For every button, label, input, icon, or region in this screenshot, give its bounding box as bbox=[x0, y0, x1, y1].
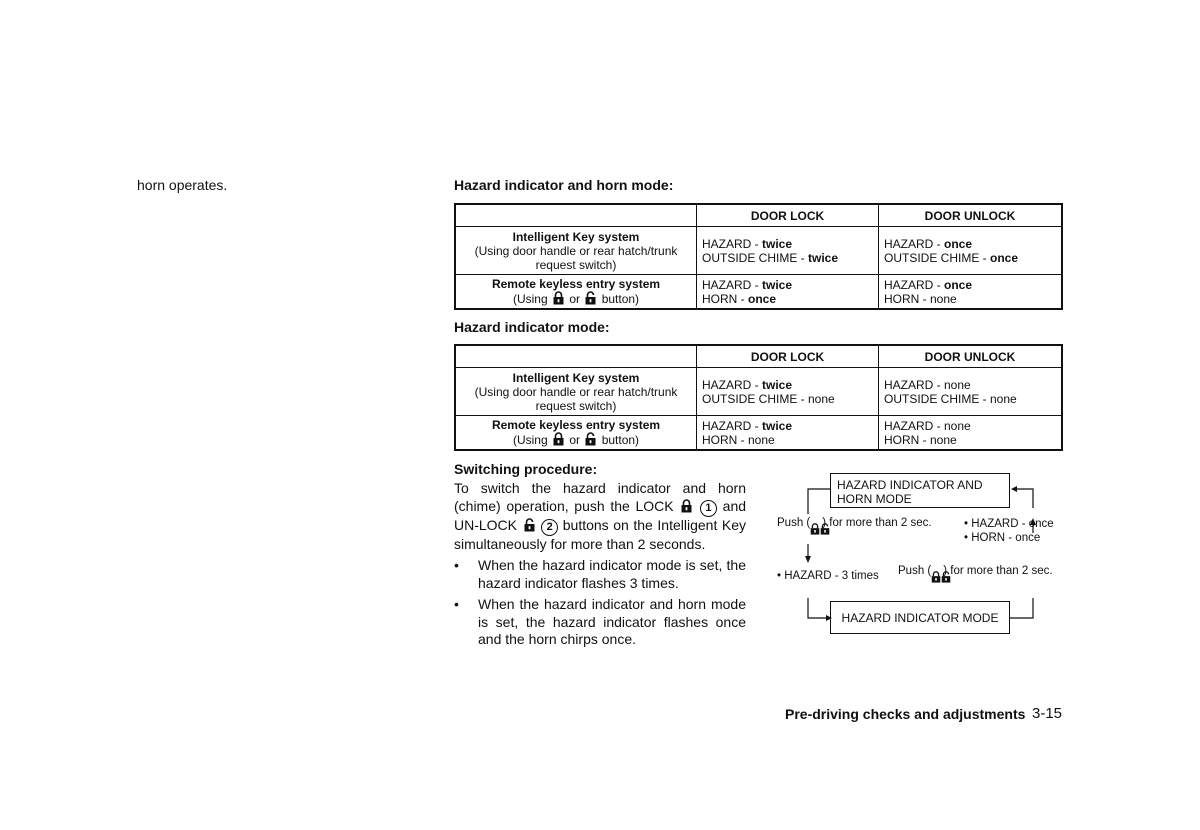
bullet-mark: • bbox=[454, 596, 459, 612]
unlock-icon bbox=[585, 291, 596, 305]
lock-unlock-pair bbox=[931, 571, 943, 583]
hazard-indicator-mode-box: HAZARD INDICATOR MODE bbox=[830, 601, 1010, 634]
instruction-text: buttons on the Intelligent Key simultaneously for more than 2 seconds. bbox=[454, 516, 747, 552]
switching-paragraph bbox=[454, 480, 746, 649]
cell-text: HORN - bbox=[702, 291, 748, 306]
row-label bbox=[455, 275, 697, 310]
arrow-line bbox=[1015, 489, 1033, 508]
label-or-text: or bbox=[569, 292, 580, 306]
door-unlock-cell bbox=[879, 368, 1063, 416]
table-header-empty bbox=[455, 204, 697, 227]
cell-text: HAZARD - bbox=[884, 277, 944, 292]
row-label-title: Remote keyless entry system bbox=[491, 277, 661, 291]
row-label-title: Remote keyless entry system bbox=[491, 418, 661, 432]
table-row bbox=[455, 416, 1062, 451]
arrow-line bbox=[808, 489, 830, 514]
bullet-text: When the hazard indicator and horn mode is set, the hazard indicator flashes once and the horn chirps once. bbox=[478, 596, 746, 647]
cell-value: once bbox=[944, 277, 973, 292]
label-button-text: button) bbox=[601, 433, 640, 447]
cell-text: OUTSIDE CHIME - bbox=[702, 250, 809, 265]
hazard-horn-table bbox=[454, 203, 1063, 310]
row-label-title: Intelligent Key system bbox=[512, 229, 640, 244]
cell-text: HAZARD - bbox=[702, 377, 762, 392]
row-label-sub: (Using door handle or rear hatch/trunk request switch) bbox=[474, 243, 678, 272]
cell-text: HAZARD - bbox=[702, 277, 762, 292]
cell-text: HAZARD - bbox=[702, 418, 762, 433]
cell-value: twice bbox=[762, 277, 793, 292]
door-unlock-cell bbox=[879, 275, 1063, 310]
lock-unlock-pair bbox=[810, 523, 822, 535]
table-header-door-unlock: DOOR UNLOCK bbox=[879, 204, 1063, 227]
table-header-door-lock: DOOR LOCK bbox=[697, 204, 879, 227]
list-item bbox=[454, 596, 746, 649]
list-item bbox=[454, 557, 746, 592]
push-text: Push ( bbox=[777, 517, 811, 529]
switching-instructions bbox=[454, 480, 746, 553]
cell-text: OUTSIDE CHIME - none bbox=[702, 391, 835, 406]
lock-icon bbox=[810, 523, 820, 535]
lock-icon bbox=[553, 432, 564, 446]
door-lock-cell bbox=[697, 227, 879, 275]
push-text: Push ( bbox=[898, 565, 932, 577]
push-instruction-right bbox=[898, 565, 1053, 583]
row-label bbox=[455, 227, 697, 275]
door-lock-cell bbox=[697, 416, 879, 451]
push-text: ) for more than 2 sec. bbox=[943, 565, 1053, 577]
table-header-door-unlock: DOOR UNLOCK bbox=[879, 345, 1063, 368]
table-row bbox=[455, 368, 1062, 416]
bullet-mark: • bbox=[454, 557, 459, 573]
result-item: • HORN - once bbox=[964, 532, 1041, 544]
table-header-empty bbox=[455, 345, 697, 368]
row-label-title: Intelligent Key system bbox=[512, 370, 640, 385]
cell-value: twice bbox=[762, 236, 793, 251]
label-or-text: or bbox=[569, 433, 580, 447]
mode-switch-diagram bbox=[770, 470, 1070, 640]
cell-text: OUTSIDE CHIME - bbox=[884, 250, 991, 265]
row-label-sub: (Using door handle or rear hatch/trunk request switch) bbox=[474, 384, 678, 413]
hazard-table bbox=[454, 344, 1063, 451]
push-text: ) for more than 2 sec. bbox=[822, 517, 932, 529]
push-instruction-left bbox=[777, 517, 932, 535]
door-lock-cell bbox=[697, 275, 879, 310]
arrow-head bbox=[805, 556, 811, 563]
lock-icon bbox=[681, 499, 692, 513]
callout-number: 1 bbox=[700, 500, 717, 517]
page-number: 3-15 bbox=[1032, 705, 1063, 722]
table-row bbox=[455, 275, 1062, 310]
label-using-text: (Using bbox=[512, 292, 548, 306]
arrow-line bbox=[1010, 598, 1033, 618]
door-unlock-cell bbox=[879, 416, 1063, 451]
hazard-horn-mode-box bbox=[830, 473, 1010, 508]
bullet-text: When the hazard indicator mode is set, the hazard indicator flashes 3 times. bbox=[478, 557, 746, 591]
box-text: HAZARD INDICATOR AND bbox=[837, 478, 983, 492]
cell-text: HORN - none bbox=[884, 432, 957, 447]
box-text: HORN MODE bbox=[837, 492, 912, 506]
cell-text: HAZARD - bbox=[702, 236, 762, 251]
cell-value: once bbox=[748, 291, 777, 306]
cell-text: HORN - none bbox=[702, 432, 775, 447]
cell-text: HAZARD - none bbox=[884, 418, 971, 433]
cell-text: HAZARD - bbox=[884, 236, 944, 251]
lock-icon bbox=[553, 291, 564, 305]
cell-text: HORN - none bbox=[884, 291, 957, 306]
cell-text: OUTSIDE CHIME - none bbox=[884, 391, 1017, 406]
cell-value: twice bbox=[762, 377, 793, 392]
table-row bbox=[455, 227, 1062, 275]
cell-value: once bbox=[944, 236, 973, 251]
section-title-hazard: Hazard indicator mode: bbox=[454, 319, 610, 335]
left-column-text: horn operates. bbox=[137, 177, 228, 193]
row-label-using bbox=[461, 291, 691, 306]
hazard-mode-result: • HAZARD - 3 times bbox=[777, 570, 879, 582]
footer-section-title: Pre-driving checks and adjustments bbox=[785, 706, 1026, 722]
cell-text: HAZARD - none bbox=[884, 377, 971, 392]
result-item: • HAZARD - once bbox=[964, 518, 1054, 530]
instruction-text: To switch the hazard indicator and horn (chime) operation, push the LOCK bbox=[454, 480, 746, 514]
table-header-row bbox=[455, 345, 1062, 368]
lock-icon bbox=[931, 571, 941, 583]
horn-mode-result-list bbox=[964, 517, 1054, 545]
label-using-text: (Using bbox=[512, 433, 548, 447]
arrow-head bbox=[1011, 486, 1017, 492]
arrow-line bbox=[808, 598, 828, 618]
cell-value: twice bbox=[808, 250, 839, 265]
unlock-icon bbox=[585, 432, 596, 446]
door-unlock-cell bbox=[879, 227, 1063, 275]
unlock-icon bbox=[524, 518, 535, 532]
callout-number: 2 bbox=[541, 519, 558, 536]
door-lock-cell bbox=[697, 368, 879, 416]
cell-value: twice bbox=[762, 418, 793, 433]
table-header-row bbox=[455, 204, 1062, 227]
cell-value: once bbox=[990, 250, 1019, 265]
instruction-text: and UN-LOCK bbox=[454, 497, 747, 533]
row-label bbox=[455, 368, 697, 416]
table-header-door-lock: DOOR LOCK bbox=[697, 345, 879, 368]
row-label-using bbox=[461, 432, 691, 447]
section-title-switching: Switching procedure: bbox=[454, 461, 598, 477]
section-title-hazard-horn: Hazard indicator and horn mode: bbox=[454, 177, 674, 193]
label-button-text: button) bbox=[601, 292, 640, 306]
row-label bbox=[455, 416, 697, 451]
